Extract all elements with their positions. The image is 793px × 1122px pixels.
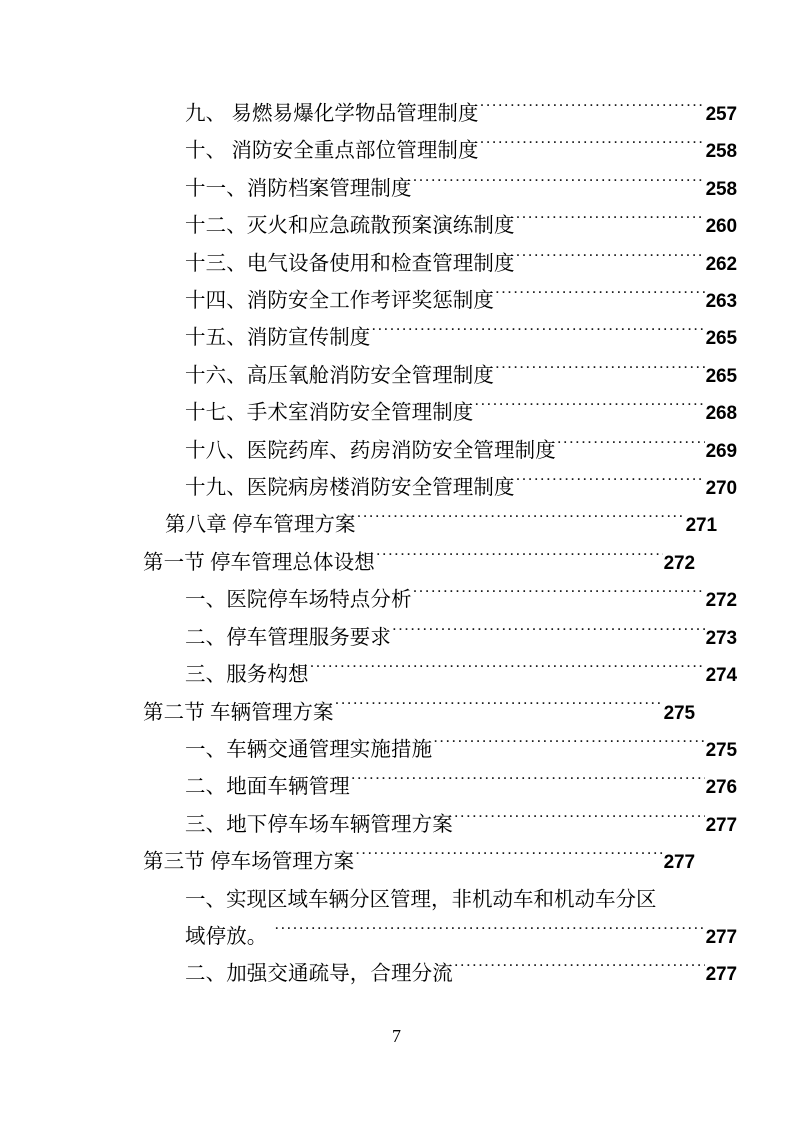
toc-entry-section[interactable]: [121, 545, 695, 582]
dot-leader: [392, 623, 705, 644]
toc-entry-section[interactable]: [121, 844, 695, 881]
toc-entry-label: 十四、消防安全工作考评奖惩制度: [185, 290, 494, 313]
toc-entry-line2: [185, 919, 737, 956]
toc-entry[interactable]: [121, 433, 737, 470]
toc-entry-page-number: 262: [705, 253, 737, 275]
dot-leader: [495, 287, 705, 308]
dot-leader: [480, 137, 705, 158]
toc-entry-label: 二、停车管理服务要求: [185, 626, 391, 649]
toc-entry-label: 三、地下停车场车辆管理方案: [185, 813, 453, 836]
toc-entry-page-number: 275: [663, 702, 695, 724]
toc-entry-label-line2: 域停放。: [185, 925, 268, 948]
toc-entry-page-number: 258: [705, 178, 737, 200]
dot-leader: [454, 960, 705, 981]
toc-entry-page-number: 258: [705, 141, 737, 163]
toc-entry[interactable]: [121, 358, 737, 395]
dot-leader: [516, 249, 705, 270]
dot-leader: [355, 848, 662, 869]
dot-leader: [413, 174, 705, 195]
toc-entry[interactable]: [121, 320, 737, 357]
toc-entry[interactable]: [121, 582, 737, 619]
toc-entry[interactable]: [121, 769, 737, 806]
toc-entry-label: 十一、消防档案管理制度: [185, 177, 412, 200]
toc-entry[interactable]: [121, 171, 737, 208]
toc-entry-label: 十六、高压氧舱消防安全管理制度: [185, 364, 494, 387]
dot-leader: [371, 324, 704, 345]
dot-leader: [433, 735, 704, 756]
toc-entry-label: 二、加强交通疏导，合理分流: [185, 963, 453, 986]
toc-entry[interactable]: [121, 395, 737, 432]
dot-leader: [351, 773, 705, 794]
toc-entry-label: 第二节 车辆管理方案: [143, 701, 334, 724]
toc-entry-label: 十三、电气设备使用和检查管理制度: [185, 252, 515, 275]
dot-leader: [357, 511, 685, 532]
dot-leader: [310, 661, 705, 682]
dot-leader: [495, 361, 705, 382]
toc-entry-page-number: 257: [705, 104, 737, 125]
toc-entry-page-number: 276: [705, 777, 737, 799]
toc-entry-page-number: 271: [685, 515, 717, 537]
dot-leader: [480, 100, 705, 121]
toc-entry-page-number: 265: [705, 328, 737, 350]
toc-entry-page-number: 260: [705, 216, 737, 238]
toc-entry[interactable]: [121, 133, 737, 170]
toc-entry-label: 十二、灭火和应急疏散预案演练制度: [185, 215, 515, 238]
toc-entry-page-number: 268: [705, 403, 737, 425]
toc-entry-label: 二、地面车辆管理: [185, 776, 350, 799]
toc-entry-label: 九、 易燃易爆化学物品管理制度: [185, 103, 479, 125]
toc-entry-label: 三、服务构想: [185, 664, 309, 687]
toc-entry-page-number: 273: [705, 627, 737, 649]
toc-entry[interactable]: [121, 96, 737, 133]
toc-entry-page-number: 277: [663, 852, 695, 874]
toc-entry-label: 一、医院停车场特点分析: [185, 589, 412, 612]
toc-entry-page-number: 270: [705, 478, 737, 500]
toc-entry[interactable]: [121, 208, 737, 245]
table-of-contents-list: [121, 96, 737, 994]
toc-entry-label: 十八、医院药库、药房消防安全管理制度: [185, 439, 556, 462]
dot-leader: [516, 212, 705, 233]
toc-entry-page-number: 274: [705, 665, 737, 687]
dot-leader: [413, 586, 705, 607]
toc-entry[interactable]: [121, 283, 737, 320]
toc-entry-wrapped[interactable]: [121, 882, 737, 957]
page-number-folio: 7: [392, 1026, 401, 1046]
toc-entry[interactable]: [121, 620, 737, 657]
toc-entry-page-number: 265: [705, 365, 737, 387]
toc-entry-label: 第八章 停车管理方案: [165, 514, 356, 537]
toc-entry-label: 十七、手术室消防安全管理制度: [185, 402, 474, 425]
dot-leader: [454, 810, 705, 831]
toc-entry-label: 一、车辆交通管理实施措施: [185, 738, 433, 761]
toc-entry-section[interactable]: [121, 695, 695, 732]
dot-leader: [376, 548, 663, 569]
toc-entry-page-number: 272: [663, 552, 695, 574]
toc-entry[interactable]: [121, 807, 737, 844]
dot-leader: [274, 922, 704, 943]
toc-entry-page-number: 269: [705, 440, 737, 462]
toc-entry[interactable]: [121, 246, 737, 283]
toc-entry-page-number: 277: [705, 964, 737, 986]
dot-leader: [335, 698, 663, 719]
toc-entry-label: 十、 消防安全重点部位管理制度: [185, 140, 479, 163]
toc-entry-page-number: 277: [705, 814, 737, 836]
toc-entry[interactable]: [121, 956, 737, 993]
dot-leader: [516, 474, 705, 495]
toc-entry-label-line1: 一、实现区域车辆分区管理，非机动车和机动车分区: [185, 888, 657, 911]
toc-entry-chapter[interactable]: [121, 507, 717, 544]
dot-leader: [557, 436, 705, 457]
toc-entry-label: 十九、医院病房楼消防安全管理制度: [185, 477, 515, 500]
toc-entry-label: 第一节 停车管理总体设想: [143, 551, 375, 574]
toc-entry-page-number: 272: [705, 590, 737, 612]
toc-entry[interactable]: [121, 470, 737, 507]
dot-leader: [474, 399, 704, 420]
toc-entry-label: 第三节 停车场管理方案: [143, 851, 355, 874]
toc-entry-label: 十五、消防宣传制度: [185, 327, 371, 350]
toc-entry-page-number: 263: [705, 291, 737, 313]
toc-entry-page-number: 275: [705, 739, 737, 761]
toc-entry[interactable]: [121, 732, 737, 769]
toc-entry[interactable]: [121, 657, 737, 694]
toc-entry-page-number: 277: [705, 926, 737, 948]
